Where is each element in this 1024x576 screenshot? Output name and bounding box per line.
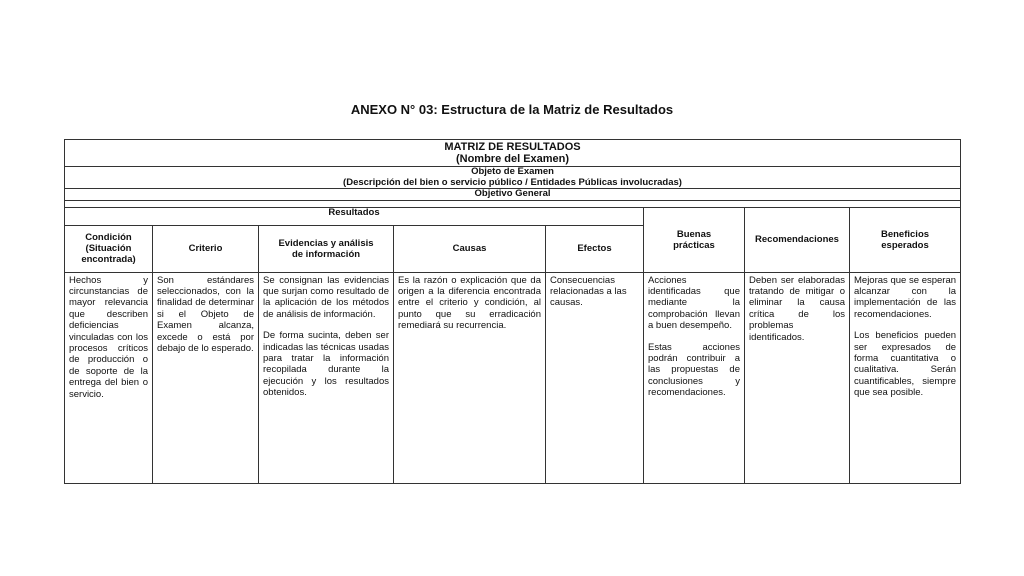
cell-causas — [394, 272, 546, 483]
col-header-beneficios — [850, 207, 961, 272]
document-title: ANEXO N° 03: Estructura de la Matriz de Resultados — [350, 102, 674, 117]
col-header-condicion — [65, 225, 153, 272]
cell-paragraph: Es la razón o explicación que da origen a la diferencia encontrada entre el criterio y condición, al punto que su erradicación remediará su recurrencia. — [398, 274, 541, 332]
col-header-criterio — [153, 225, 259, 272]
objeto-description: (Descripción del bien o servicio público / Entidades Públicas involucradas) — [343, 176, 682, 188]
col-header-recomendaciones — [745, 207, 850, 272]
cell-paragraph: Se consignan las evidencias que surjan como resultado de la aplicación de los métodos de análisis de información. — [263, 274, 389, 320]
col-header-label: Recomendaciones — [755, 234, 839, 245]
objetivo-general: Objetivo General — [65, 189, 961, 201]
cell-paragraph: Son estándares seleccionados, con la finalidad de determinar si el Objeto de Examen alcanza, excede o está por debajo de lo esperado. — [157, 274, 254, 354]
col-header-causas — [394, 225, 546, 272]
resultados-header: Resultados — [65, 207, 644, 225]
col-header-label: Criterio — [188, 243, 223, 254]
col-header-label: Buenas prácticas — [673, 228, 715, 251]
cell-paragraph: Consecuencias relacionadas a las causas. — [550, 274, 627, 309]
cell-paragraph: De forma sucinta, deben ser indicadas las técnicas usadas para tratar la información recopilada durante la ejecución y los resultados obtenidos. — [263, 330, 389, 399]
objeto-cell — [65, 167, 961, 189]
col-header-label: Evidencias y análisis de información — [278, 237, 374, 260]
col-header-label: Efectos — [577, 243, 612, 254]
cell-condicion — [65, 272, 153, 483]
results-matrix-table — [64, 139, 961, 484]
cell-beneficios — [850, 272, 961, 483]
col-header-label: Causas — [452, 243, 487, 254]
objeto-label: Objeto de Examen — [471, 166, 554, 177]
cell-efectos — [546, 272, 644, 483]
cell-evidencias — [259, 272, 394, 483]
cell-paragraph: Acciones identificadas que mediante la comprobación llevan a buen desempeño. — [648, 274, 740, 332]
matrix-title-cell — [65, 140, 961, 167]
cell-paragraph: Estas acciones podrán contribuir a las propuestas de conclusiones y recomendaciones. — [648, 341, 740, 399]
cell-paragraph: Los beneficios pueden ser expresados de forma cuantitativa o cualitativa. Serán cuantificables, siempre que sea posible. — [854, 330, 957, 399]
col-header-label: Condición (Situación encontrada) — [81, 232, 136, 265]
col-header-efectos — [546, 225, 644, 272]
cell-paragraph: Hechos y circunstancias de mayor relevancia que describen deficiencias vinculadas con los procesos críticos de producción o de soporte de la entrega del bien o servicio. — [69, 274, 148, 400]
col-header-label: Beneficios esperados — [880, 228, 930, 251]
matrix-title: MATRIZ DE RESULTADOS — [444, 141, 581, 153]
col-header-buenas-practicas — [644, 207, 745, 272]
cell-paragraph: Mejoras que se esperan alcanzar con la implementación de las recomendaciones. — [854, 274, 957, 320]
cell-criterio — [153, 272, 259, 483]
cell-recomendaciones — [745, 272, 850, 483]
cell-paragraph: Deben ser elaboradas tratando de mitigar o eliminar la causa crítica de los problemas identificados. — [749, 274, 845, 343]
cell-buenas-practicas — [644, 272, 745, 483]
col-header-evidencias — [259, 225, 394, 272]
matrix-subtitle: (Nombre del Examen) — [455, 153, 570, 165]
